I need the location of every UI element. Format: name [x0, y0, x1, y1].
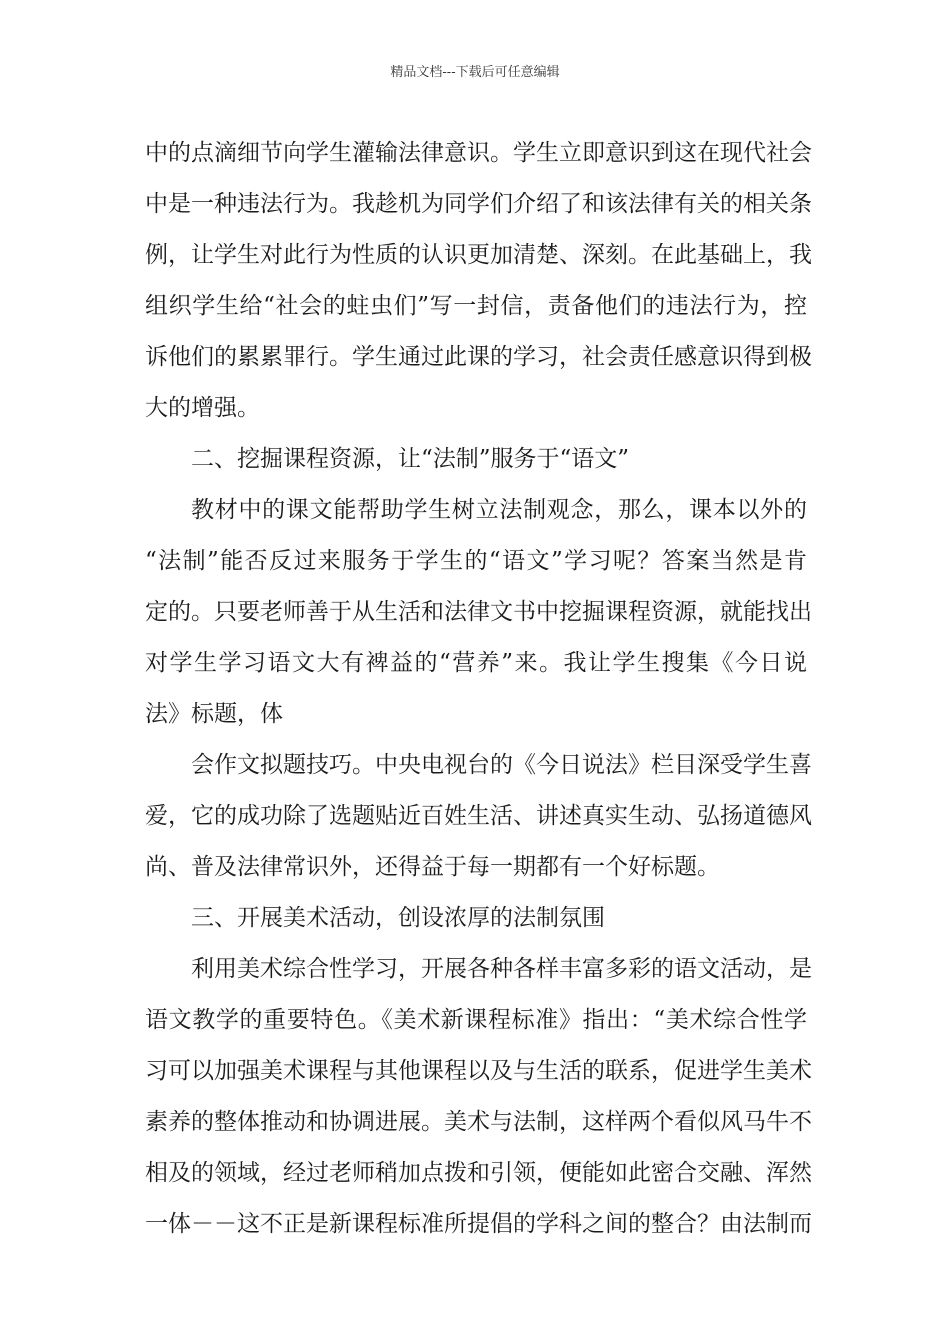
text-line-19: 习可以加强美术课程与其他课程以及与生活的联系，促进学生美术	[145, 1058, 812, 1084]
text-line-22: 一体－－这不正是新课程标准所提倡的学科之间的整合？由法制而	[145, 1211, 812, 1237]
section-heading-3: 三、开展美术活动，创设浓厚的法制氛围	[191, 905, 605, 931]
text-line-14: 爱，它的成功除了选题贴近百姓生活、讲述真实生动、弘扬道德风	[145, 803, 812, 829]
text-line-1: 中的点滴细节向学生灌输法律意识。学生立即意识到这在现代社会	[145, 140, 812, 166]
text-line-17: 利用美术综合性学习，开展各种各样丰富多彩的语文活动，是	[191, 956, 812, 982]
text-line-13: 会作文拟题技巧。中央电视台的《今日说法》栏目深受学生喜	[191, 752, 812, 778]
text-line-18: 语文教学的重要特色。《美术新课程标准》指出：“美术综合性学	[145, 1007, 807, 1033]
text-line-4: 组织学生给“社会的蛀虫们”写一封信，责备他们的违法行为，控	[145, 293, 807, 319]
text-line-11: 对学生学习语文大有裨益的“营养”来。我让学生搜集《今日说	[145, 650, 807, 676]
text-line-9: “法制”能否反过来服务于学生的“语文”学习呢？答案当然是肯	[145, 548, 807, 574]
text-line-6: 大的增强。	[145, 395, 260, 421]
text-line-2: 中是一种违法行为。我趁机为同学们介绍了和该法律有关的相关条	[145, 191, 812, 217]
section-heading-2: 二、挖掘课程资源，让“法制”服务于“语文”	[191, 446, 630, 472]
text-line-8: 教材中的课文能帮助学生树立法制观念，那么，课本以外的	[191, 497, 807, 523]
text-line-10: 定的。只要老师善于从生活和法律文书中挖掘课程资源，就能找出	[145, 599, 812, 625]
text-line-21: 相及的领域，经过老师稍加点拨和引领，便能如此密合交融、浑然	[145, 1160, 812, 1186]
text-line-3: 例，让学生对此行为性质的认识更加清楚、深刻。在此基础上，我	[145, 242, 812, 268]
text-line-20: 素养的整体推动和协调进展。美术与法制，这样两个看似风马牛不	[145, 1109, 812, 1135]
page-header: 精品文档---下载后可任意编辑	[390, 65, 560, 80]
text-line-15: 尚、普及法律常识外，还得益于每一期都有一个好标题。	[145, 854, 720, 880]
document-body	[145, 128, 812, 1250]
text-line-5: 诉他们的累累罪行。学生通过此课的学习，社会责任感意识得到极	[145, 344, 812, 370]
text-line-12: 法》标题，体	[145, 701, 283, 727]
